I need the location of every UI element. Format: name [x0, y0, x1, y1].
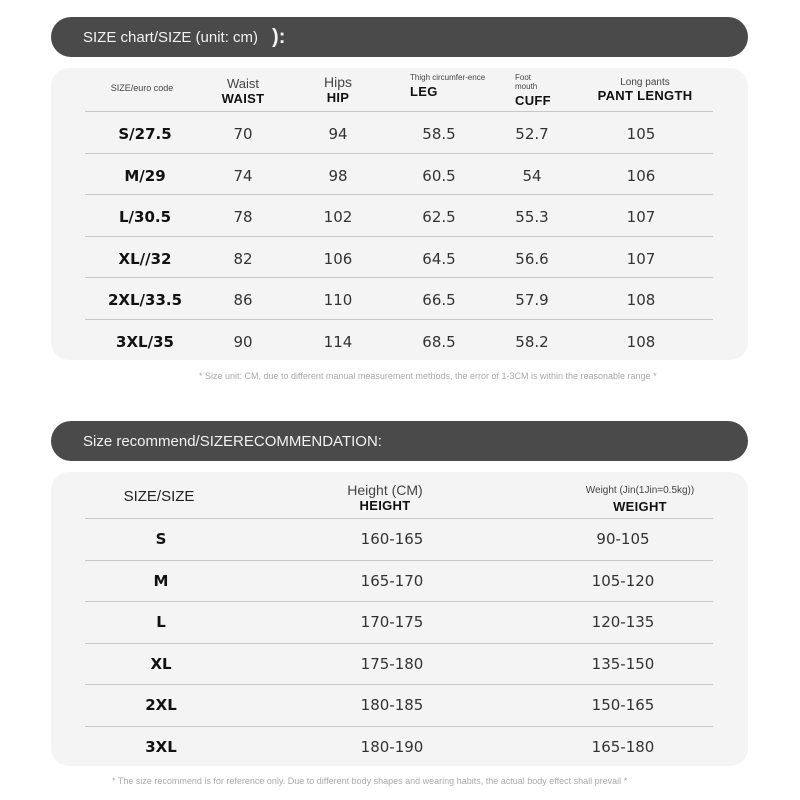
recommend-size-label: M	[153, 571, 169, 590]
size-chart-cell: 55.3	[515, 208, 549, 227]
size-chart-header-length: Long pants PANT LENGTH	[597, 77, 693, 103]
size-chart-row-divider	[85, 194, 713, 195]
recommend-size-label: 3XL	[145, 738, 177, 756]
recommend-row-divider	[85, 726, 713, 727]
recommend-cell: 165-170	[360, 571, 424, 590]
size-chart-header-waist: Waist WAIST	[221, 76, 265, 106]
recommend-cell: 105-120	[591, 571, 655, 590]
recommend-cell: 175-180	[360, 654, 424, 673]
recommend-size-label: 2XL	[145, 696, 177, 715]
recommend-row-divider	[85, 601, 713, 602]
size-chart-cell: 57.9	[515, 291, 549, 310]
recommend-size-label: XL	[150, 654, 172, 673]
recommend-cell: 120-135	[591, 613, 655, 632]
size-chart-title-suffix: ):	[272, 25, 286, 48]
size-chart-size-label: XL//32	[118, 249, 172, 268]
recommend-cell: 160-165	[360, 530, 424, 548]
recommend-row-divider	[85, 560, 713, 561]
size-chart-header-size: SIZE/euro code	[110, 83, 174, 93]
recommend-banner	[51, 421, 748, 461]
size-chart-size-label: 3XL/35	[116, 333, 174, 351]
size-chart-size-label: 2XL/33.5	[107, 291, 183, 310]
recommend-row-divider	[85, 518, 713, 519]
size-chart-cell: 106	[626, 166, 656, 185]
recommend-row-divider	[85, 684, 713, 685]
size-chart-header-leg: Thigh circumfer-ence LEG	[410, 73, 486, 99]
size-chart-size-label: S/27.5	[118, 125, 172, 143]
size-chart-cell: 106	[323, 249, 353, 268]
size-chart-cell: 107	[626, 249, 656, 268]
recommend-title: Size recommend/SIZERECOMMENDATION:	[83, 432, 382, 450]
size-chart-row-divider	[85, 111, 713, 112]
size-chart-cell: 86	[233, 291, 253, 310]
size-chart-cell: 90	[233, 333, 253, 351]
size-chart-cell: 98	[328, 166, 348, 185]
recommend-cell: 90-105	[596, 530, 650, 548]
size-chart-cell: 110	[323, 291, 353, 310]
size-chart-cell: 62.5	[422, 208, 456, 227]
size-chart-cell: 102	[323, 208, 353, 227]
size-chart-row-divider	[85, 319, 713, 320]
size-chart-cell: 56.6	[515, 249, 549, 268]
size-chart-title: SIZE chart/SIZE (unit: cm)	[83, 28, 259, 46]
size-chart-row-divider	[85, 153, 713, 154]
size-chart-cell: 82	[233, 249, 253, 268]
size-chart-cell: 78	[233, 208, 253, 227]
recommend-cell: 135-150	[591, 654, 655, 673]
recommend-header-weight: Weight (Jin(1Jin=0.5kg)) WEIGHT	[585, 485, 695, 514]
recommend-cell: 150-165	[591, 696, 655, 715]
size-chart-header-hip: Hips HIP	[323, 74, 352, 105]
recommend-cell: 180-185	[360, 696, 424, 715]
size-chart-cell: 60.5	[422, 166, 456, 185]
size-chart-row-divider	[85, 277, 713, 278]
size-chart-cell: 108	[626, 333, 656, 351]
size-chart-cell: 107	[626, 208, 656, 227]
size-chart-cell: 66.5	[422, 291, 456, 310]
size-chart-cell: 105	[626, 125, 656, 143]
recommend-row-divider	[85, 643, 713, 644]
size-chart-cell: 52.7	[515, 125, 549, 143]
size-chart-cell: 64.5	[422, 249, 456, 268]
recommend-header-size: SIZE/SIZE	[123, 488, 195, 505]
recommend-cell: 165-180	[591, 738, 655, 756]
size-chart-cell: 70	[233, 125, 253, 143]
recommend-cell: 170-175	[360, 613, 424, 632]
size-chart-row-divider	[85, 236, 713, 237]
recommend-size-label: S	[155, 530, 167, 548]
size-chart-cell: 58.5	[422, 125, 456, 143]
size-chart-size-label: L/30.5	[118, 208, 172, 227]
size-chart-cell: 74	[233, 166, 253, 185]
size-chart-header-cuff: Foot mouth CUFF	[515, 73, 551, 108]
size-chart-note: * Size unit: CM, due to different manual measurement methods, the error of 1-3CM is within the reasonable range *	[199, 371, 657, 381]
recommend-cell: 180-190	[360, 738, 424, 756]
size-chart-cell: 58.2	[515, 333, 549, 351]
recommend-note: * The size recommend is for reference only. Due to different body shapes and wearing habits, the actual body effect shall prevail *	[112, 776, 628, 786]
size-chart-cell: 108	[626, 291, 656, 310]
recommend-header-height: Height (CM) HEIGHT	[347, 482, 423, 513]
size-chart-cell: 68.5	[422, 333, 456, 351]
size-chart-cell: 114	[323, 333, 353, 351]
size-chart-cell: 54	[522, 166, 542, 185]
size-chart-cell: 94	[328, 125, 348, 143]
size-chart-banner	[51, 17, 748, 57]
recommend-size-label: L	[156, 613, 166, 632]
size-chart-size-label: M/29	[124, 166, 166, 185]
